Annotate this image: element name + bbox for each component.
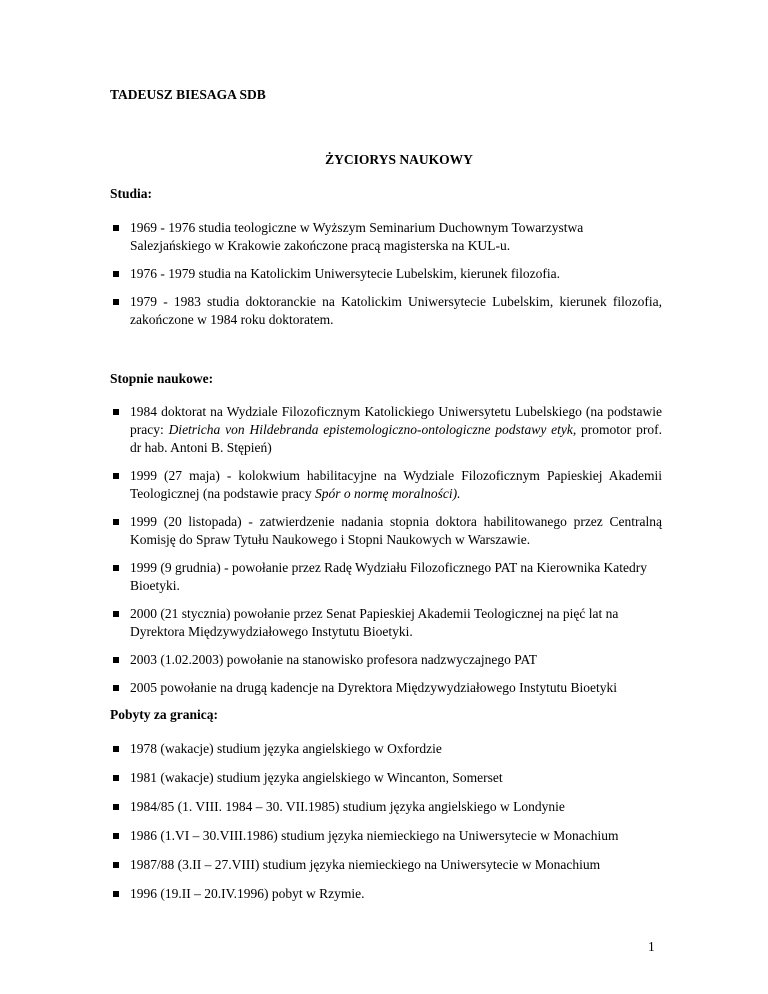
bullet-icon: [113, 473, 119, 479]
list-item-text: 1976 - 1979 studia na Katolickim Uniwersytecie Lubelskim, kierunek filozofia.: [130, 266, 561, 281]
list-item-text: 1981 (wakacje) studium języka angielskiego w Wincanton, Somerset: [130, 770, 503, 785]
bullet-icon: [113, 299, 119, 305]
list-item: [110, 467, 662, 503]
bullet-icon: [113, 409, 119, 415]
bullet-icon: [113, 804, 119, 810]
list-item: [110, 559, 662, 595]
list-item: [110, 769, 662, 787]
list-item: [110, 513, 662, 549]
list-item-text: 2003 (1.02.2003) powołanie na stanowisko profesora nadzwyczajnego PAT: [130, 652, 538, 667]
list-item-text: 1999 (27 maja) - kolokwium habilitacyjne na Wydziale Filozoficznym Papieskiej Akademii Teologicznej (na podstawie pracy: [130, 468, 662, 501]
stopnie-list: [110, 403, 662, 697]
list-item: [110, 219, 662, 255]
list-item: [110, 403, 662, 457]
list-item-text: 1999 (9 grudnia) - powołanie przez Radę Wydziału Filozoficznego PAT na Kierownika Katedry Bioetyki.: [130, 560, 648, 593]
bullet-icon: [113, 611, 119, 617]
author-name: TADEUSZ BIESAGA SDB: [110, 87, 266, 102]
list-item: [110, 679, 662, 697]
list-item: [110, 605, 662, 641]
list-item-text: 1996 (19.II – 20.IV.1996) pobyt w Rzymie.: [130, 886, 365, 901]
bullet-icon: [113, 565, 119, 571]
bullet-icon: [113, 271, 119, 277]
section-heading-studia: Studia:: [110, 186, 153, 201]
pobyty-list: [110, 740, 662, 903]
list-item: [110, 827, 662, 845]
bullet-icon: [113, 657, 119, 663]
list-item: [110, 740, 662, 758]
list-item: [110, 856, 662, 874]
section-heading-pobyty: Pobyty za granicą:: [110, 707, 218, 722]
list-item-text: 2000 (21 stycznia) powołanie przez Senat Papieskiej Akademii Teologicznej na pięć lat na Dyrektora Międzywydziałowego Instytutu Bioetyki.: [130, 606, 619, 639]
list-item-text: 1984 doktorat na Wydziale Filozoficznym Katolickiego Uniwersytetu Lubelskiego (na podstawie pracy:: [130, 404, 662, 437]
document-title: ŻYCIORYS NAUKOWY: [325, 152, 473, 167]
list-item: [110, 885, 662, 903]
bullet-icon: [113, 833, 119, 839]
list-item: [110, 798, 662, 816]
studia-list: [110, 219, 662, 329]
list-item-text: 1987/88 (3.II – 27.VIII) studium języka niemieckiego na Uniwersytecie w Monachium: [130, 857, 601, 872]
list-item-text: 1984/85 (1. VIII. 1984 – 30. VII.1985) studium języka angielskiego w Londynie: [130, 799, 565, 814]
list-item-text: 1979 - 1983 studia doktoranckie na Katolickim Uniwersytecie Lubelskim, kierunek filozofia, zakończone w 1984 roku doktoratem.: [130, 294, 662, 327]
bullet-icon: [113, 862, 119, 868]
list-item: [110, 265, 662, 283]
bullet-icon: [113, 891, 119, 897]
bullet-icon: [113, 775, 119, 781]
list-item-text: 1986 (1.VI – 30.VIII.1986) studium języka niemieckiego na Uniwersytecie w Monachium: [130, 828, 619, 843]
list-item-text: 1978 (wakacje) studium języka angielskiego w Oxfordzie: [130, 741, 442, 756]
bullet-icon: [113, 746, 119, 752]
list-item-italic: Spór o normę moralności).: [314, 486, 461, 501]
bullet-icon: [113, 225, 119, 231]
list-item-text: 2005 powołanie na drugą kadencje na Dyrektora Międzywydziałowego Instytutu Bioetyki: [130, 680, 617, 695]
list-item-text: 1999 (20 listopada) - zatwierdzenie nadania stopnia doktora habilitowanego przez Centralną Komisję do Spraw Tytułu Naukowego i Stopni Naukowych w Warszawie.: [130, 514, 662, 547]
bullet-icon: [113, 685, 119, 691]
bullet-icon: [113, 519, 119, 525]
section-heading-stopnie: Stopnie naukowe:: [110, 371, 214, 386]
list-item-text: 1969 - 1976 studia teologiczne w Wyższym Seminarium Duchownym Towarzystwa Salezjańskiego w Krakowie zakończone pracą magisterska na KUL-u.: [130, 220, 584, 253]
list-item-text: promotor prof. dr hab. Antoni B. Stępień): [130, 422, 662, 455]
page-number: 1: [648, 939, 655, 954]
list-item: [110, 651, 662, 669]
list-item: [110, 293, 662, 329]
list-item-italic: Dietricha von Hildebranda epistemologiczno-ontologiczne podstawy etyk,: [168, 422, 577, 437]
